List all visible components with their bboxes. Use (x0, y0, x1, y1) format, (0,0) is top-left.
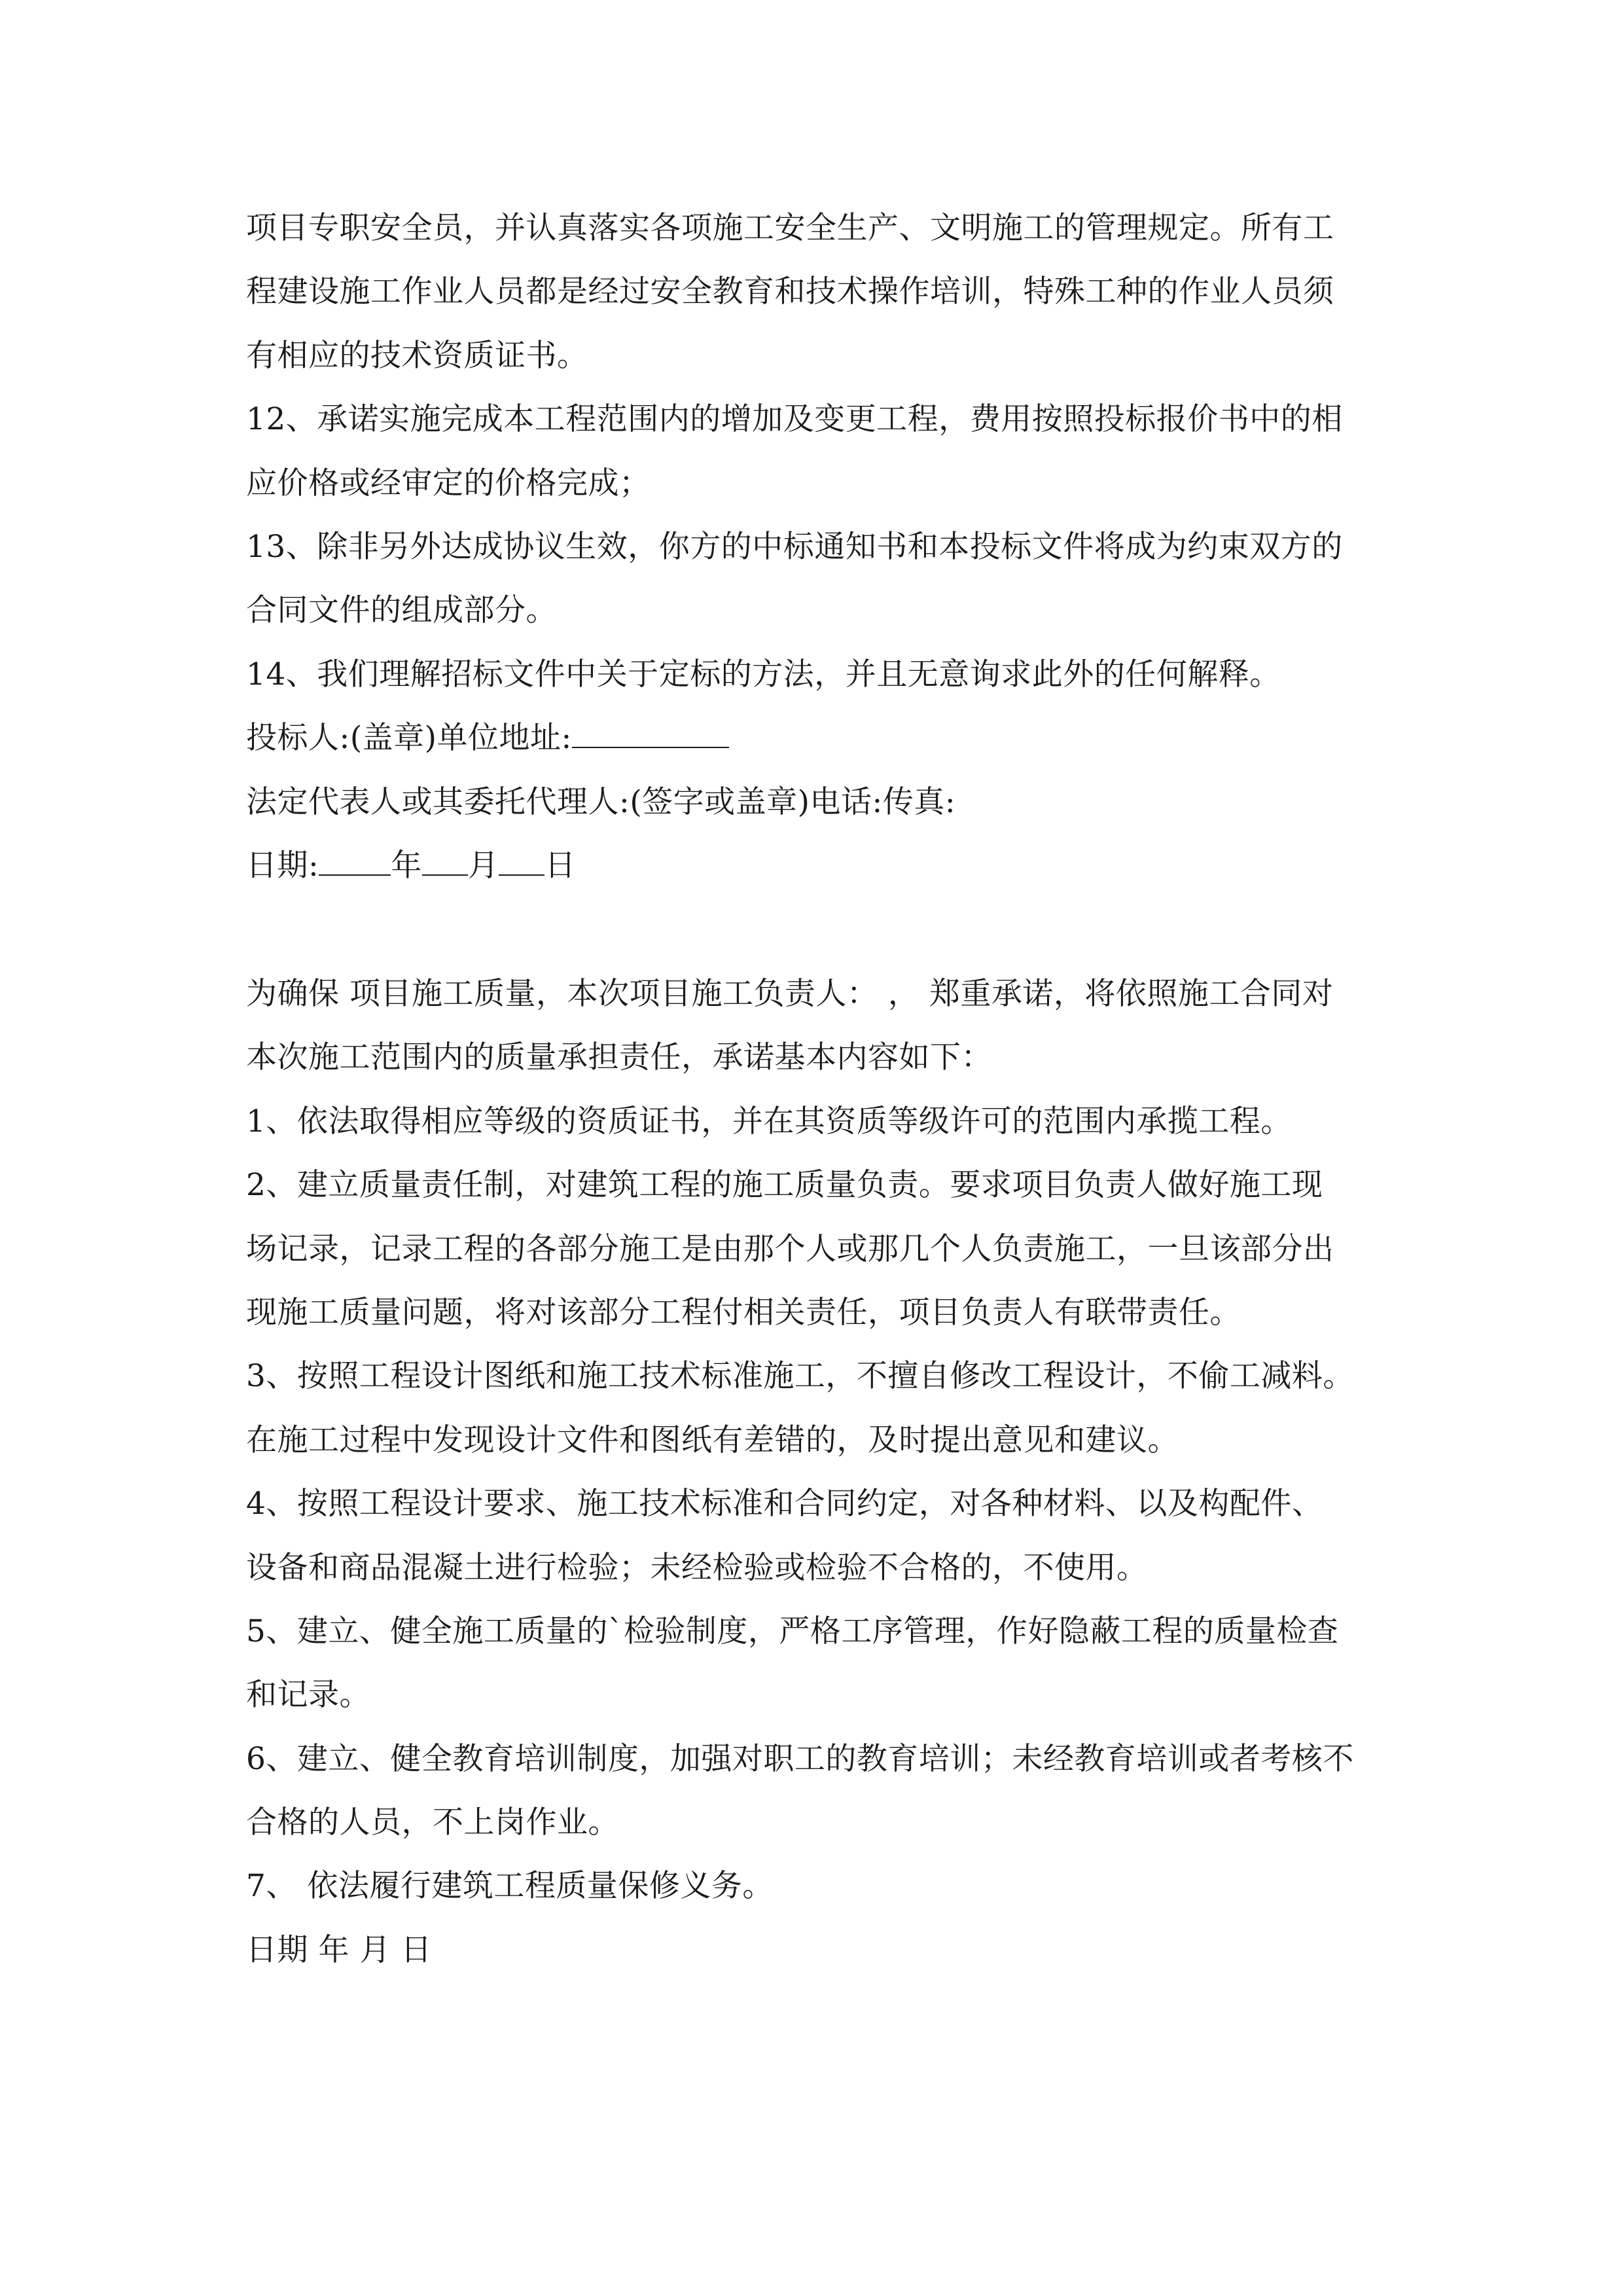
month-label: 月 (467, 847, 499, 884)
date-label: 日期: (246, 847, 319, 884)
paragraph-line: 本次施工范围内的质量承担责任，承诺基本内容如下： (246, 1039, 992, 1076)
document-section-1 (246, 196, 1411, 897)
paragraph-line: 在施工过程中发现设计文件和图纸有差错的，及时提出意见和建议。 (246, 1422, 1179, 1458)
paragraph-line: 合同文件的组成部分。 (246, 592, 557, 629)
commitment-item-6: 6、建立、健全教育培训制度，加强对职工的教育培训；未经教育培训或者考核不 (246, 1740, 1354, 1777)
commitment-item-12: 12、承诺实施完成本工程范围内的增加及变更工程，费用按照投标报价书中的相 (246, 401, 1343, 438)
year-label: 年 (391, 847, 422, 884)
paragraph-line: 应价格或经审定的价格完成； (246, 465, 651, 501)
paragraph-line: 和记录。 (246, 1677, 370, 1713)
commitment-item-4: 4、按照工程设计要求、施工技术标准和合同约定，对各种材料、以及构配件、 (246, 1486, 1323, 1522)
commitment-item-1: 1、依法取得相应等级的资质证书，并在其资质等级许可的范围内承揽工程。 (246, 1103, 1292, 1139)
paragraph-line: 合格的人员，不上岗作业。 (246, 1804, 619, 1841)
commitment-item-2: 2、建立质量责任制，对建筑工程的施工质量负责。要求项目负责人做好施工现 (246, 1167, 1323, 1204)
commitment-item-14: 14、我们理解招标文件中关于定标的方法，并且无意询求此外的任何解释。 (246, 656, 1281, 692)
signature-date-line: 日期 年 月 日 (246, 1931, 432, 1968)
bidder-line (246, 706, 1411, 770)
commitment-item-13: 13、除非另外达成协议生效，你方的中标通知书和本投标文件将成为约束双方的 (246, 528, 1343, 565)
paragraph-line: 程建设施工作业人员都是经过安全教育和技术操作培训，特殊工种的作业人员须 (246, 274, 1334, 310)
paragraph-line: 为确保 项目施工质量，本次项目施工负责人： ， 郑重承诺，将依照施工合同对 (246, 976, 1334, 1012)
paragraph-line: 现施工质量问题，将对该部分工程付相关责任，项目负责人有联带责任。 (246, 1294, 1241, 1331)
date-line (246, 834, 1411, 897)
month-blank (422, 848, 468, 876)
paragraph-line: 设备和商品混凝土进行检验；未经检验或检验不合格的，不使用。 (246, 1549, 1148, 1586)
legal-rep-line: 法定代表人或其委托代理人:(签字或盖章)电话:传真: (246, 783, 956, 820)
commitment-item-7: 7、 依法履行建筑工程质量保修义务。 (246, 1868, 774, 1905)
year-blank (319, 848, 391, 876)
paragraph-line: 有相应的技术资质证书。 (246, 337, 588, 374)
paragraph-line: 项目专职安全员，并认真落实各项施工安全生产、文明施工的管理规定。所有工 (246, 210, 1334, 246)
commitment-item-3: 3、按照工程设计图纸和施工技术标准施工，不擅自修改工程设计，不偷工减料。 (246, 1358, 1354, 1395)
document-section-2 (246, 962, 1411, 1982)
day-label: 日 (544, 847, 576, 884)
address-blank (572, 721, 729, 748)
day-blank (499, 848, 544, 876)
commitment-item-5: 5、建立、健全施工质量的`检验制度，严格工序管理，作好隐蔽工程的质量检查 (246, 1613, 1339, 1649)
paragraph-line: 场记录，记录工程的各部分施工是由那个人或那几个人负责施工，一旦该部分出 (246, 1230, 1334, 1267)
bidder-label: 投标人:(盖章)单位地址: (246, 720, 572, 757)
